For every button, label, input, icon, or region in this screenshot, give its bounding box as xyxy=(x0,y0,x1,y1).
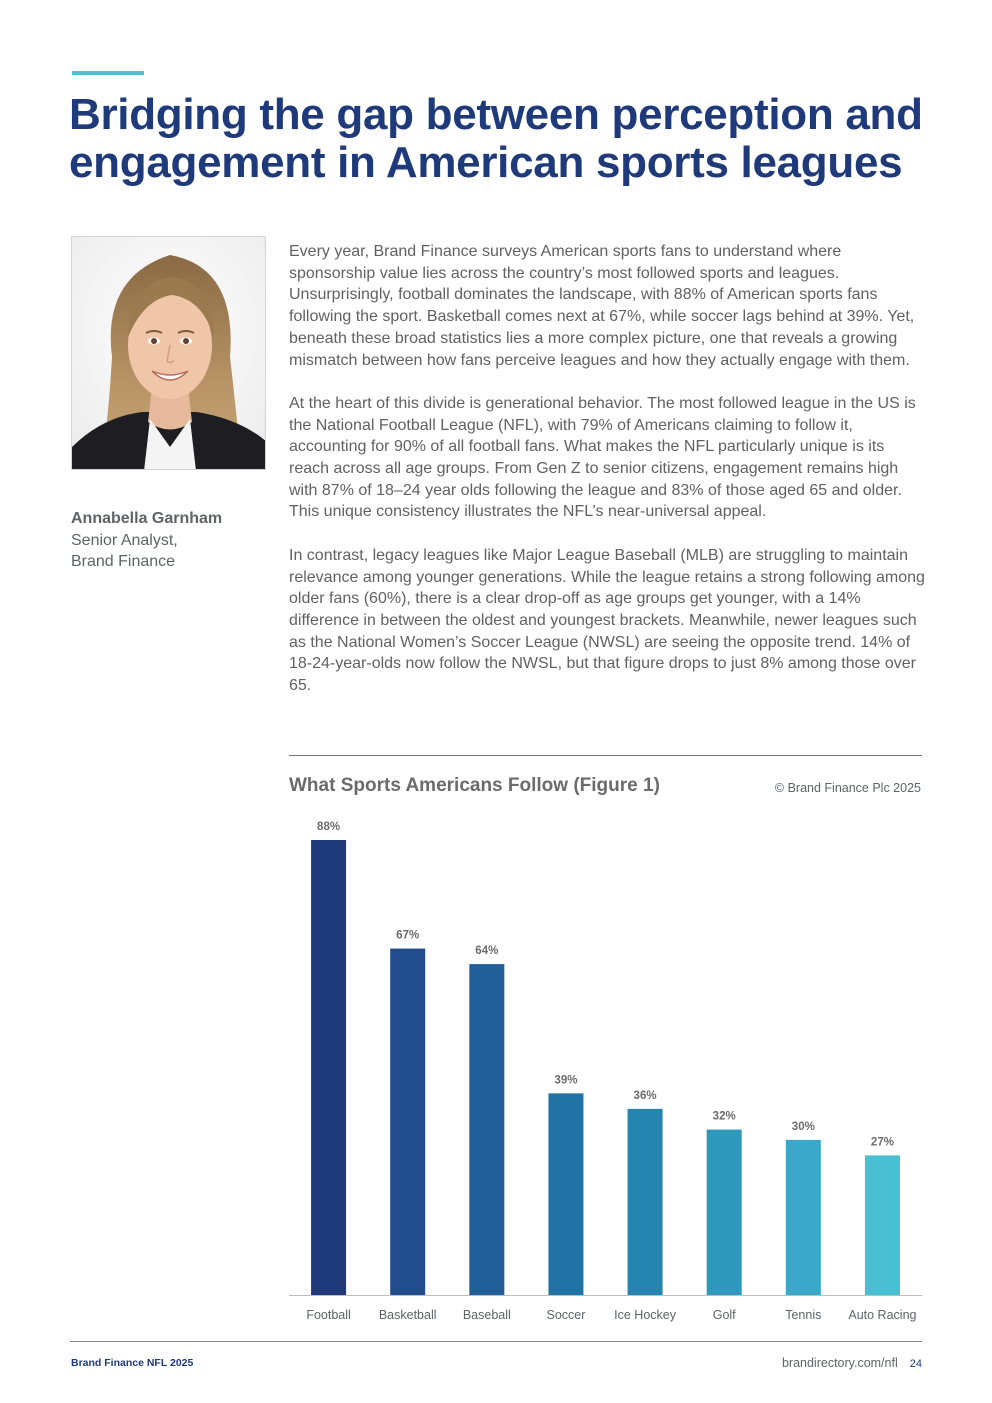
chart-copyright: © Brand Finance Plc 2025 xyxy=(774,781,921,795)
x-tick-label: Auto Racing xyxy=(848,1308,917,1322)
page-number: 24 xyxy=(909,1358,922,1370)
footer-publication: Brand Finance NFL 2025 xyxy=(71,1357,194,1369)
paragraph-2: At the heart of this divide is generational behavior. The most followed league in the US is the National Football League (NFL), with 79% of Americans claiming to follow it, accounting for 90% of all football fans. What makes the NFL particularly unique is its reach across all age groups. From Gen Z to senior citizens, engagement remains high with 87% of 18–24 year olds following the league and 83% of those aged 65 and older. This unique consistency illustrates the NFL’s near-universal appeal. xyxy=(289,394,916,521)
bar-chart xyxy=(289,810,922,1330)
data-label: 27% xyxy=(870,1136,894,1149)
author-role: Senior Analyst, xyxy=(71,531,178,549)
x-tick-label: Tennis xyxy=(785,1308,822,1322)
data-label: 88% xyxy=(317,821,341,833)
bar-tennis xyxy=(786,1140,821,1295)
bar-football xyxy=(311,840,346,1295)
author-photo xyxy=(71,236,266,470)
x-tick-label: Football xyxy=(306,1308,351,1322)
paragraph-1: Every year, Brand Finance surveys American sports fans to understand where sponsorship value lies across the country’s most followed sports and leagues. Unsurprisingly, football dominates the landscape, with 88% of American sports fans following the sport. Basketball comes next at 67%, while soccer lags behind at 39%. Yet, beneath these broad statistics lies a more complex picture, one that reveals a growing mismatch between how fans perceive leagues and how they actually engage with them. xyxy=(289,243,915,369)
chart-title: What Sports Americans Follow (Figure 1) xyxy=(289,775,660,796)
author-company: Brand Finance xyxy=(71,553,176,570)
chart-top-rule xyxy=(289,755,922,756)
bar-golf xyxy=(707,1130,742,1295)
author-portrait-illustration xyxy=(72,237,266,470)
x-tick-label: Baseball xyxy=(462,1308,511,1322)
author-name: Annabella Garnham xyxy=(71,510,223,527)
author-info xyxy=(71,508,271,573)
data-label: 30% xyxy=(791,1120,815,1133)
data-label: 39% xyxy=(554,1074,578,1087)
footer-right xyxy=(782,1356,922,1370)
paragraph-3: In contrast, legacy leagues like Major League Baseball (MLB) are struggling to maintain relevance among younger generations. While the league retains a strong following among older fans (60%), there is a clear drop-off as age groups get younger, with a 14% difference in between the oldest and youngest brackets. Meanwhile, newer leagues such as the National Women’s Soccer League (NWSL) are seeing the opposite trend. 14% of 18-24-year-olds now follow the NWSL, but that figure drops to just 8% among those over 65. xyxy=(289,546,925,695)
x-tick-label: Ice Hockey xyxy=(614,1308,676,1322)
bar-auto-racing xyxy=(865,1155,900,1295)
footer-url[interactable]: brandirectory.com/nfl xyxy=(781,1356,898,1370)
data-label: 36% xyxy=(633,1089,657,1102)
footer-rule xyxy=(70,1341,922,1342)
bar-soccer xyxy=(548,1093,583,1295)
bar-baseball xyxy=(469,964,504,1295)
x-tick-label: Basketball xyxy=(378,1308,437,1322)
x-tick-label: Golf xyxy=(712,1308,736,1322)
data-label: 32% xyxy=(712,1110,736,1123)
page-title: Bridging the gap between perception and engagement in American sports leagues xyxy=(69,90,923,187)
x-tick-label: Soccer xyxy=(546,1308,586,1322)
article-body xyxy=(289,241,925,718)
bar-ice-hockey xyxy=(628,1109,663,1295)
title-accent-line xyxy=(72,71,144,75)
bar-basketball xyxy=(390,949,425,1295)
data-label: 67% xyxy=(396,929,420,942)
data-label: 64% xyxy=(475,945,499,958)
